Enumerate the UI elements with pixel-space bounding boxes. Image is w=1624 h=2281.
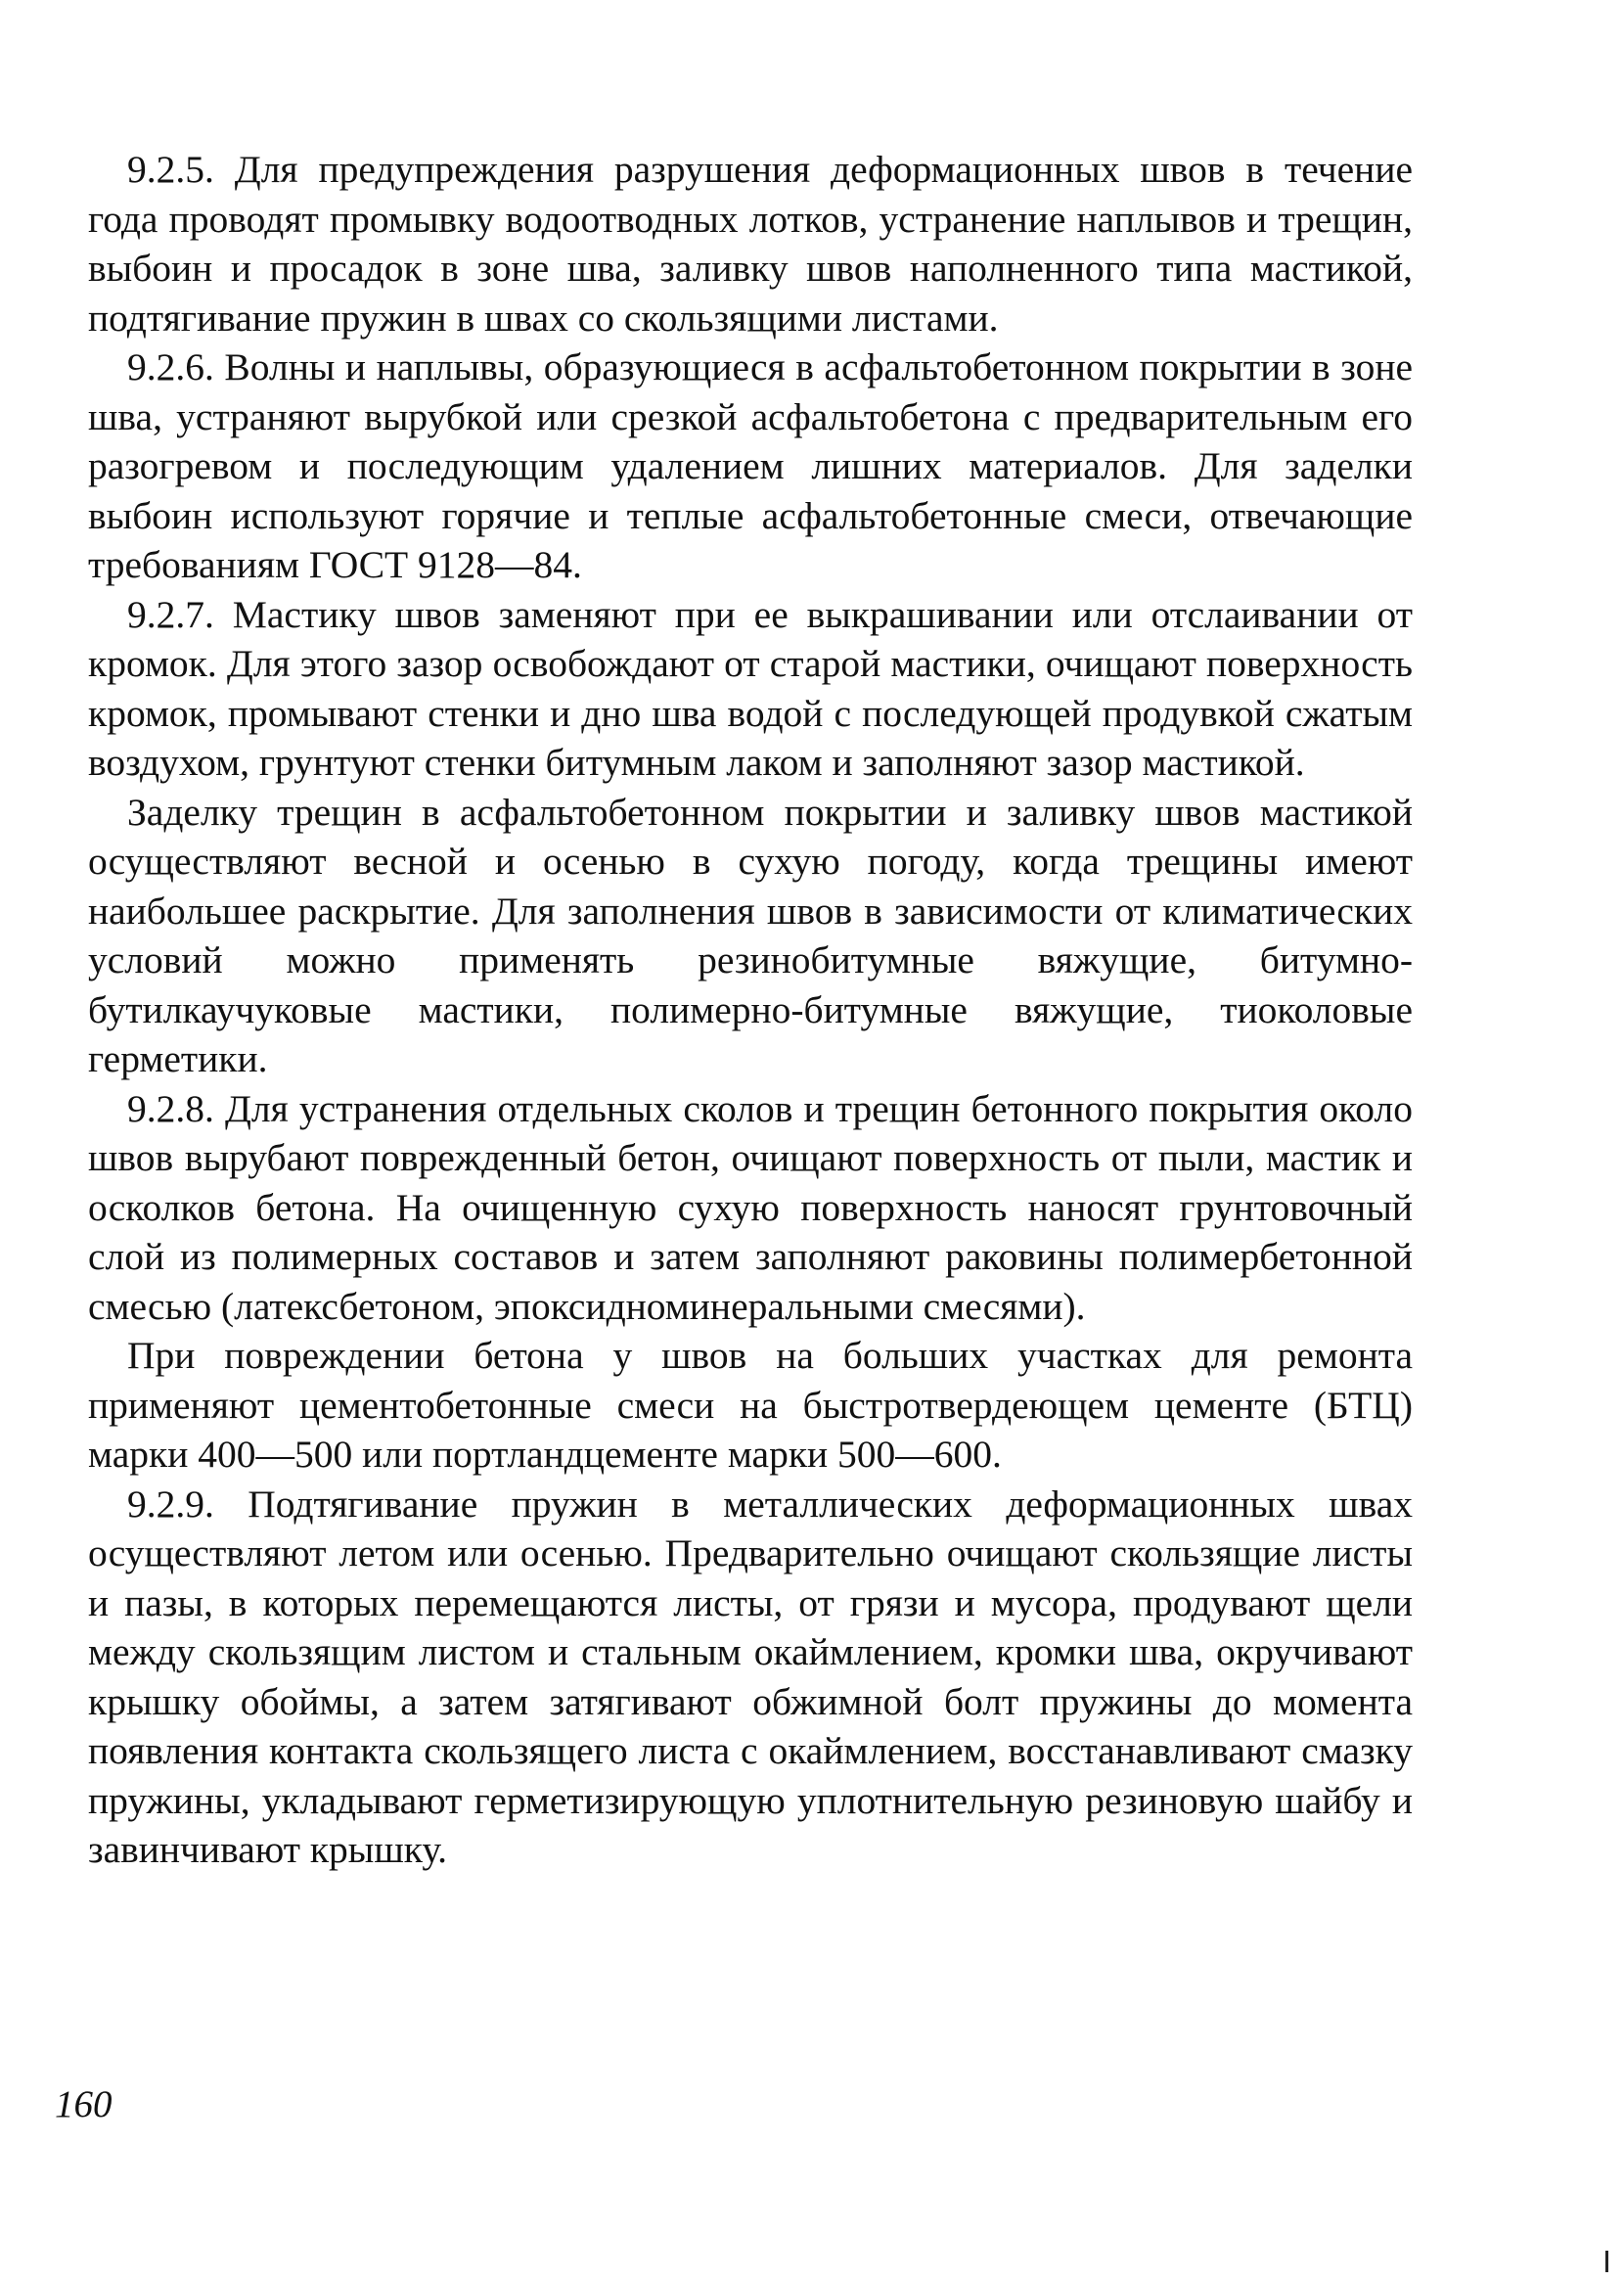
body-text xyxy=(88,145,1413,1875)
paragraph-9-2-7: 9.2.7. Мастику швов заменяют при ее выкрашивании или отслаивании от кромок. Для этого зазор освобождают от старой мастики, очищают поверхность кромок, промывают стенки и дно шва водой с последующей продувкой сжатым воздухом, грунтуют стенки битумным лаком и заполняют зазор мастикой. xyxy=(88,592,1413,784)
page-number: 160 xyxy=(55,2083,113,2125)
scan-edge-mark xyxy=(1605,2251,1608,2272)
paragraph-9-2-9: 9.2.9. Подтягивание пружин в металлических деформационных швах осуществляют летом или осенью. Предварительно очищают скользящие листы и пазы, в которых перемещаются листы, от грязи и мусора, продувают щели между скользящим листом и стальным окаймлением, кромки шва, окручивают крышку обоймы, а затем затягивают обжимной болт пружины до момента появления контакта скользящего листа с окаймлением, восстанавливают смазку пружины, укладывают герметизирующую уплотнительную резиновую шайбу и завинчивают крышку. xyxy=(88,1482,1413,1871)
paragraph-9-2-6: 9.2.6. Волны и наплывы, образующиеся в асфальтобетонном покрытии в зоне шва, устраняют вырубкой или срезкой асфальтобетона с предварительным его разогревом и последующим удалением лишних материалов. Для заделки выбоин используют горячие и теплые асфальтобетонные смеси, отвечающие требованиям ГОСТ 9128—84. xyxy=(88,345,1413,586)
paragraph-crack-sealing: Заделку трещин в асфальтобетонном покрытии и заливку швов мастикой осуществляют весной и осенью в сухую погоду, когда трещины имеют наибольшее раскрытие. Для заполнения швов в зависимости от климатических условий можно применять резинобитумные вяжущие, битумно-бутилкаучуковые мастики, полимерно-битумные вяжущие, тиоколовые герметики. xyxy=(88,790,1413,1080)
paragraph-9-2-5: 9.2.5. Для предупреждения разрушения деформационных швов в течение года проводят промывку водоотводных лотков, устранение наплывов и трещин, выбоин и просадок в зоне шва, заливку швов наполненного типа мастикой, подтягивание пружин в швах со скользящими листами. xyxy=(88,148,1413,340)
paragraph-concrete-repair: При повреждении бетона у швов на больших участках для ремонта применяют цементобетонные смеси на быстротвердеющем цементе (БТЦ) марки 400—500 или портландцементе марки 500—600. xyxy=(88,1334,1413,1476)
paragraph-9-2-8: 9.2.8. Для устранения отдельных сколов и трещин бетонного покрытия около швов вырубают поврежденный бетон, очищают поверхность от пыли, мастик и осколков бетона. На очищенную сухую поверхность наносят грунтовочный слой из полимерных составов и затем заполняют раковины полимербетонной смесью (латексбетоном, эпоксидноминеральными смесями). xyxy=(88,1086,1413,1328)
